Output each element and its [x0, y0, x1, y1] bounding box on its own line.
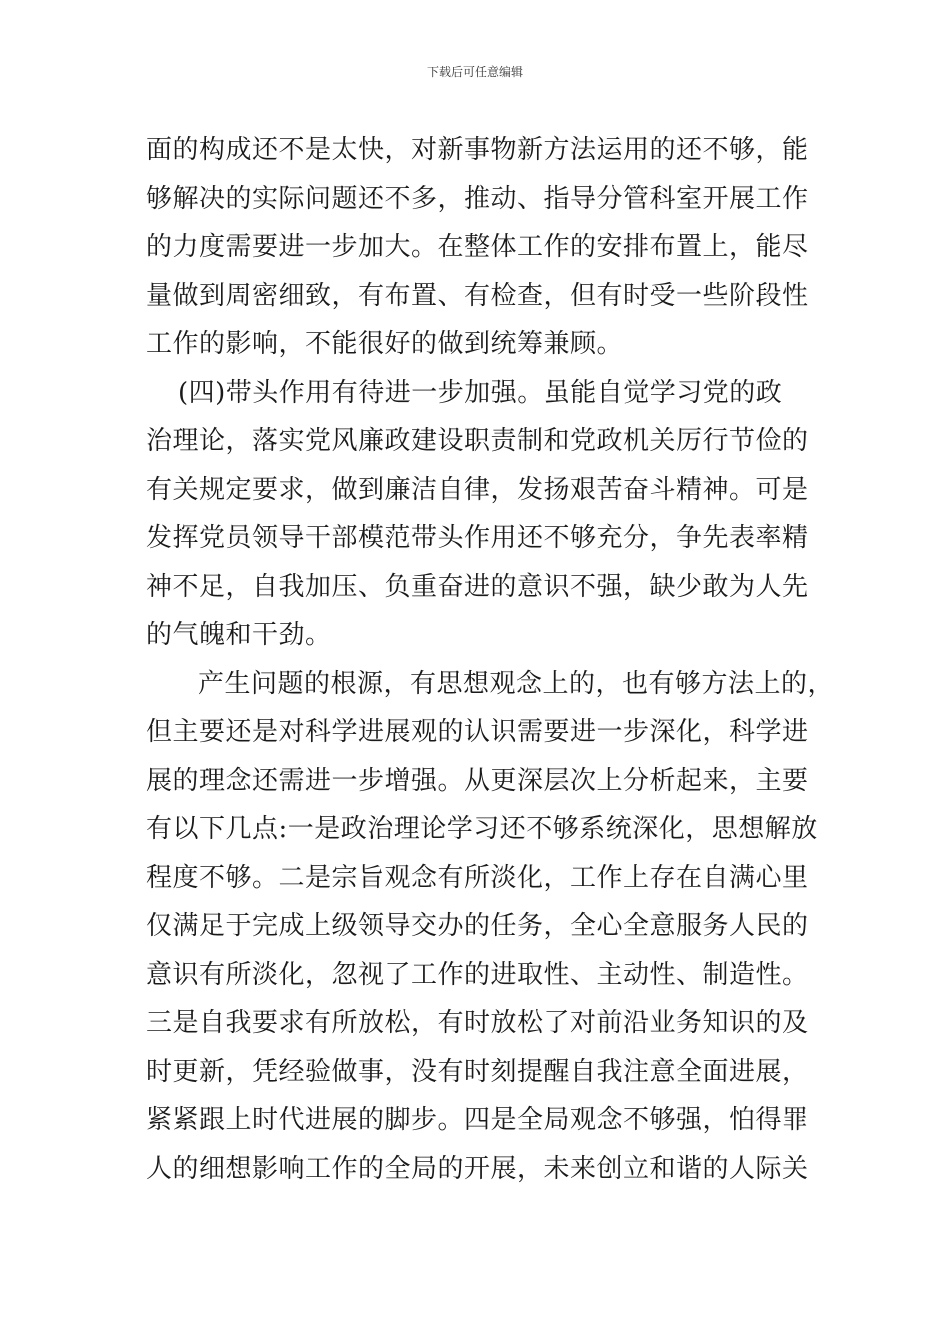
- paragraph-start-line: 产生问题的根源，有思想观念上的，也有够方法上的，: [198, 668, 835, 699]
- page-header-note: 下载后可任意编辑: [426, 65, 523, 79]
- text-line: 但主要还是对科学进展观的认识需要进一步深化，科学进: [146, 717, 809, 747]
- text-line: 意识有所淡化，忽视了工作的进取性、主动性、制造性。: [146, 959, 809, 990]
- text-line: 仅满足于完成上级领导交办的任务，全心全意服务人民的: [146, 911, 809, 941]
- text-line: 发挥党员领导干部模范带头作用还不够充分，争先表率精: [146, 523, 809, 553]
- text-line: 面的构成还不是太快，对新事物新方法运用的还不够，能: [146, 135, 809, 165]
- text-line: 够解决的实际问题还不多，推动、指导分管科室开展工作: [146, 183, 809, 214]
- text-line: 三是自我要求有所放松，有时放松了对前沿业务知识的及: [146, 1008, 809, 1038]
- text-line: 紧紧跟上时代进展的脚步。四是全局观念不够强，怕得罪: [146, 1105, 809, 1135]
- text-line: 的力度需要进一步加大。在整体工作的安排布置上，能尽: [146, 232, 809, 262]
- text-line: 时更新，凭经验做事，没有时刻提醒自我注意全面进展，: [146, 1056, 809, 1087]
- text-line: 有关规定要求，做到廉洁自律，发扬艰苦奋斗精神。可是: [146, 474, 809, 505]
- text-line: 治理论，落实党风廉政建设职责制和党政机关厉行节俭的: [146, 426, 809, 456]
- text-line: 程度不够。二是宗旨观念有所淡化，工作上存在自满心里: [146, 862, 809, 893]
- text-line: 有以下几点:一是政治理论学习还不够系统深化，思想解放: [146, 814, 818, 844]
- text-line: 的气魄和干劲。: [146, 620, 332, 650]
- text-line: 神不足，自我加压、负重奋进的意识不强，缺少敢为人先: [146, 571, 809, 602]
- text-line: 展的理念还需进一步增强。从更深层次上分析起来，主要: [146, 765, 809, 796]
- text-line: 量做到周密细致，有布置、有检查，但有时受一些阶段性: [146, 280, 809, 311]
- section-heading-line: (四)带头作用有待进一步加强。虽能自觉学习党的政: [178, 377, 783, 408]
- document-body: [146, 126, 835, 1193]
- text-line: 工作的影响，不能很好的做到统筹兼顾。: [146, 329, 624, 359]
- text-line: 人的细想影响工作的全局的开展，未来创立和谐的人际关: [146, 1153, 809, 1184]
